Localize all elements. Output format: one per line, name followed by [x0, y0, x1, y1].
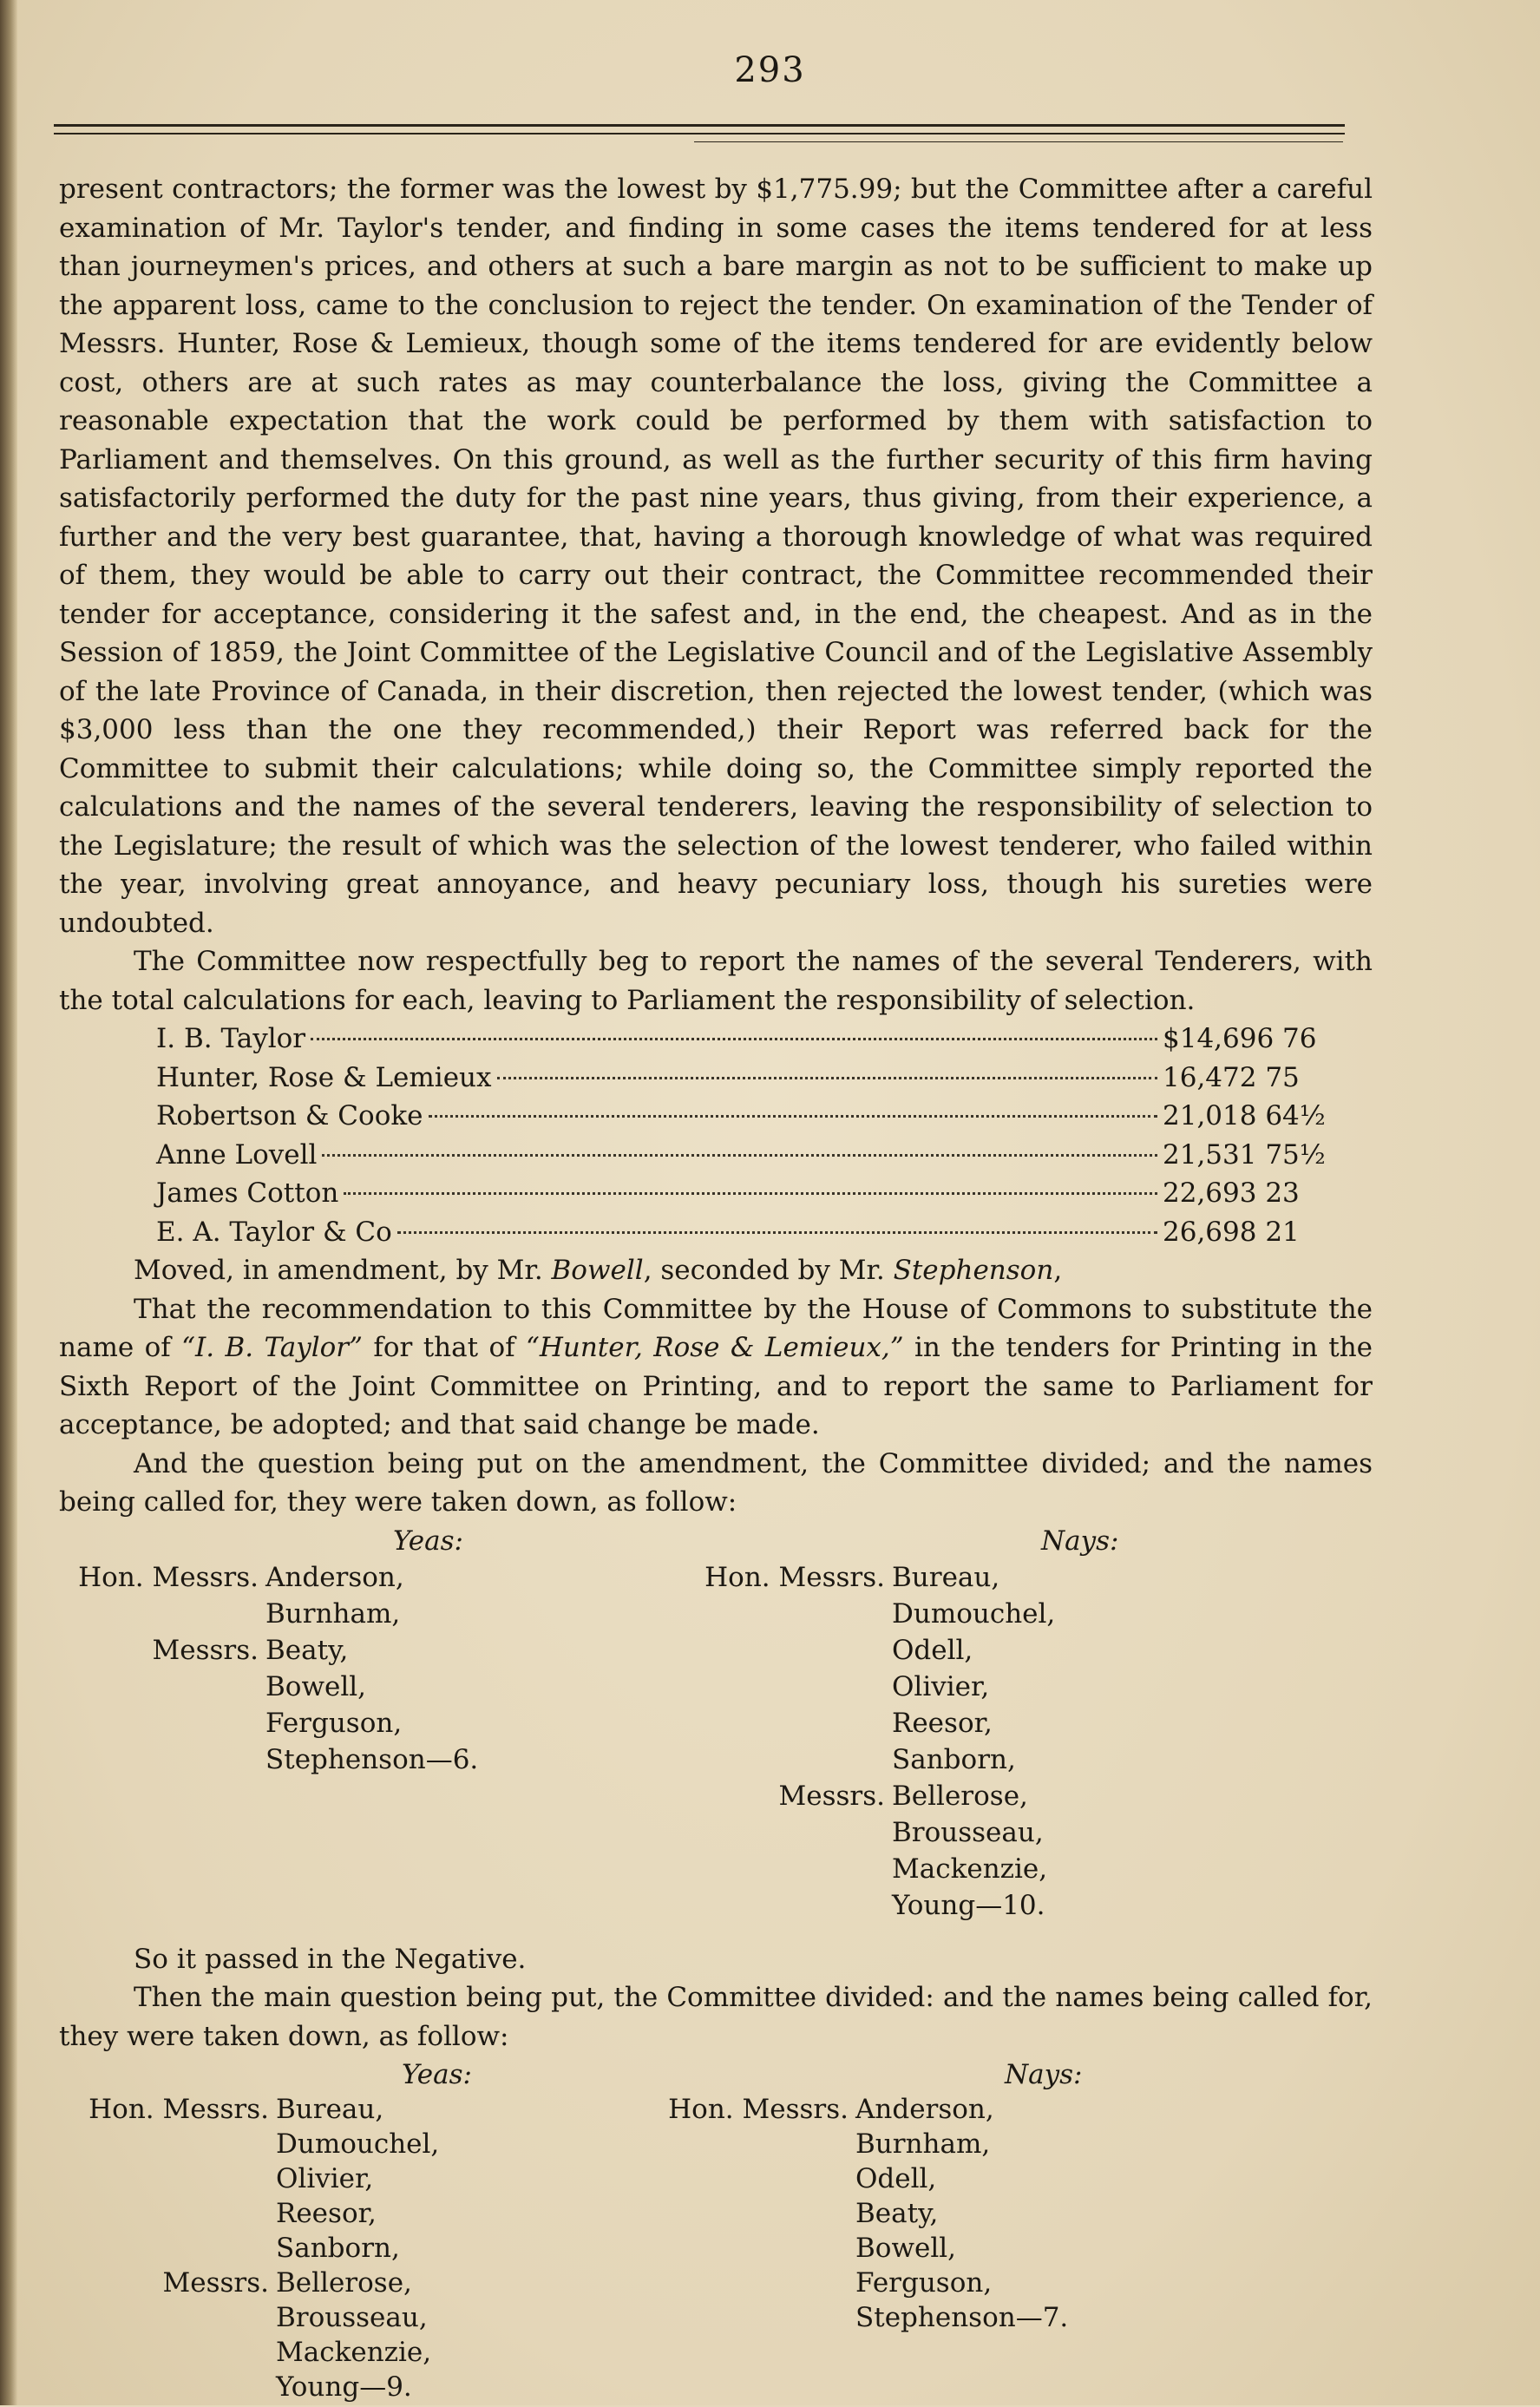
member-name: Bowell, — [265, 1670, 367, 1702]
nays-heading: Nays: — [1041, 1525, 1119, 1557]
member-prefix: Messrs. — [152, 1634, 259, 1666]
member-prefix: Messrs. — [162, 2267, 269, 2299]
tender-row — [156, 1174, 1371, 1213]
leader-dots — [344, 1192, 1157, 1195]
nays-heading: Nays: — [1005, 2059, 1083, 2090]
leader-dots — [397, 1231, 1157, 1234]
body-text — [59, 170, 1373, 2403]
member-name: Ferguson, — [855, 2267, 993, 2299]
motion-that — [59, 1290, 1373, 1445]
motion-text: , — [1053, 1255, 1063, 1286]
tender-amount: 22,693 23 — [1163, 1177, 1300, 1209]
member-name: Bureau, — [276, 2094, 384, 2125]
member-name: Brousseau, — [892, 1816, 1044, 1848]
tender-name: I. B. Taylor — [156, 1023, 306, 1054]
member-name: Beaty, — [855, 2198, 939, 2229]
tenderer-name-b: “Hunter, Rose & Lemieux,” — [525, 1332, 904, 1363]
member-name: Anderson, — [855, 2094, 994, 2125]
member-name: Dumouchel, — [892, 1597, 1056, 1630]
motion-text: , seconded by Mr. — [643, 1255, 894, 1286]
yeas-heading: Yeas: — [402, 2059, 472, 2090]
motion-text: in the tenders for Printing in the Sixth Report of the Joint Committee on Printing, and to report the same to Parliament for acceptance, be adopted; and that said change be made. — [59, 1332, 1373, 1440]
page-number: 293 — [734, 50, 806, 90]
motion-question: And the question being put on the amendment, the Committee divided; and the names being called for, they were taken down, as follow: — [59, 1447, 1373, 1518]
tender-amount: 26,698 21 — [1163, 1216, 1300, 1248]
member-prefix: Hon. Messrs. — [78, 1561, 259, 1593]
tender-row — [156, 1097, 1371, 1136]
member-name: Odell, — [892, 1634, 973, 1666]
motion-text: That the recommendation to this Committee by the House of Commons to substitute the name of — [59, 1293, 1373, 1363]
member-name: Anderson, — [265, 1561, 404, 1593]
division-amendment — [59, 1522, 1373, 1921]
member-name: Brousseau, — [276, 2302, 428, 2333]
member-prefix: Messrs. — [778, 1780, 885, 1812]
member-name: Ferguson, — [265, 1707, 403, 1739]
member-name: Odell, — [855, 2163, 937, 2194]
member-name: Sanborn, — [892, 1743, 1016, 1775]
member-name: Bellerose, — [892, 1780, 1028, 1812]
member-name: Mackenzie, — [892, 1853, 1048, 1885]
member-name: Sanborn, — [276, 2233, 400, 2264]
result-negative: So it passed in the Negative. — [134, 1943, 527, 1975]
tender-row — [156, 1213, 1371, 1252]
seconder-name: Stephenson — [893, 1255, 1054, 1286]
member-name: Reesor, — [892, 1707, 993, 1739]
leader-dots — [322, 1154, 1157, 1157]
motion-text: for that of — [362, 1332, 526, 1363]
yeas-heading: Yeas: — [393, 1525, 463, 1557]
tender-amount: 21,018 64½ — [1163, 1100, 1326, 1131]
tender-row — [156, 1136, 1371, 1175]
header-rule — [54, 124, 1345, 127]
leader-dots — [497, 1077, 1158, 1079]
tender-name: Robertson & Cooke — [156, 1100, 423, 1131]
tender-amount: $14,696 76 — [1163, 1023, 1317, 1054]
page-binding-shadow — [0, 0, 17, 2405]
member-name: Olivier, — [892, 1670, 990, 1702]
member-name: Burnham, — [265, 1597, 401, 1630]
member-name: Beaty, — [265, 1634, 349, 1666]
member-name: Burnham, — [855, 2128, 991, 2160]
member-name: Bellerose, — [276, 2267, 412, 2299]
member-name: Olivier, — [276, 2163, 374, 2194]
tender-name: Anne Lovell — [156, 1138, 318, 1171]
member-name: Bureau, — [892, 1561, 1000, 1593]
paragraph-contractors: present contractors; the former was the lowest by $1,775.99; but the Committee after a careful examination of Mr. Taylor's tender, and finding in some cases the items tendered for at less than journeymen's prices, and others at such a bare margin as not to be sufficient to make up the apparent loss, came to the conclusion to reject the tender. On examination of the Tender of Messrs. Hunter, Rose & Lemieux, though some of the items tendered for are evidently below cost, others are at such rates as may counterbalance the loss, giving the Committee a reasonable expectation that the work could be performed by them with satisfaction to Parliament and themselves. On this ground, as well as the further security of this firm having satisfactorily performed the duty for the past nine years, thus giving, from their experience, a further and the very best guarantee, that, having a thorough knowledge of what was required of them, they would be able to carry out their contract, the Committee recommended their tender for acceptance, considering it the safest and, in the end, the cheapest. And as in the Session of 1859, the Joint Committee of the Legislative Council and of the Legislative Assembly of the late Province of Canada, in their discretion, then rejected the lowest tender, (which was $3,000 less than the one they recommended,) their Report was referred back for the Committee to submit their calculations; while doing so, the Committee simply reported the calculations and the names of the several tenderers, leaving the responsibility of selection to the Legislature; the result of which was the selection of the lowest tenderer, who failed within the year, involving great annoyance, and heavy pecuniary loss, though his sureties were undoubted. — [59, 174, 1373, 939]
mover-name: Bowell — [551, 1255, 644, 1286]
tender-name: Hunter, Rose & Lemieux — [156, 1061, 492, 1093]
tender-row — [156, 1059, 1371, 1098]
member-name: Young—9. — [276, 2371, 412, 2403]
main-question: Then the main question being put, the Committee divided: and the names being called for, they were taken down, as follow: — [59, 1982, 1373, 2052]
member-prefix: Hon. Messrs. — [668, 2094, 849, 2125]
leader-dots — [311, 1038, 1157, 1040]
paragraph-tenderers-intro: The Committee now respectfully beg to report the names of the several Tenderers, with the total calculations for each, leaving to Parliament the responsibility of selection. — [59, 946, 1373, 1016]
tender-amount: 21,531 75½ — [1163, 1138, 1326, 1171]
member-name: Stephenson—7. — [855, 2302, 1069, 2333]
member-name: Reesor, — [276, 2198, 377, 2229]
tender-row — [156, 1020, 1371, 1059]
motion-moved — [59, 1251, 1373, 1290]
division-main-question — [59, 2056, 1373, 2403]
member-prefix: Hon. Messrs. — [704, 1561, 885, 1593]
member-name: Stephenson—6. — [265, 1743, 479, 1775]
tender-name: E. A. Taylor & Co — [156, 1216, 392, 1248]
member-name: Young—10. — [892, 1889, 1045, 1921]
leader-dots — [429, 1115, 1158, 1118]
tender-list — [59, 1020, 1373, 1251]
tenderer-name-a: “I. B. Taylor” — [181, 1332, 363, 1363]
tender-amount: 16,472 75 — [1163, 1061, 1300, 1093]
member-name: Mackenzie, — [276, 2337, 432, 2368]
member-name: Dumouchel, — [276, 2128, 440, 2160]
header-rule — [694, 141, 1343, 142]
tender-name: James Cotton — [156, 1177, 339, 1209]
member-name: Bowell, — [855, 2233, 957, 2264]
member-prefix: Hon. Messrs. — [88, 2094, 269, 2125]
header-rule — [54, 133, 1345, 134]
motion-text: Moved, in amendment, by Mr. — [134, 1255, 552, 1286]
